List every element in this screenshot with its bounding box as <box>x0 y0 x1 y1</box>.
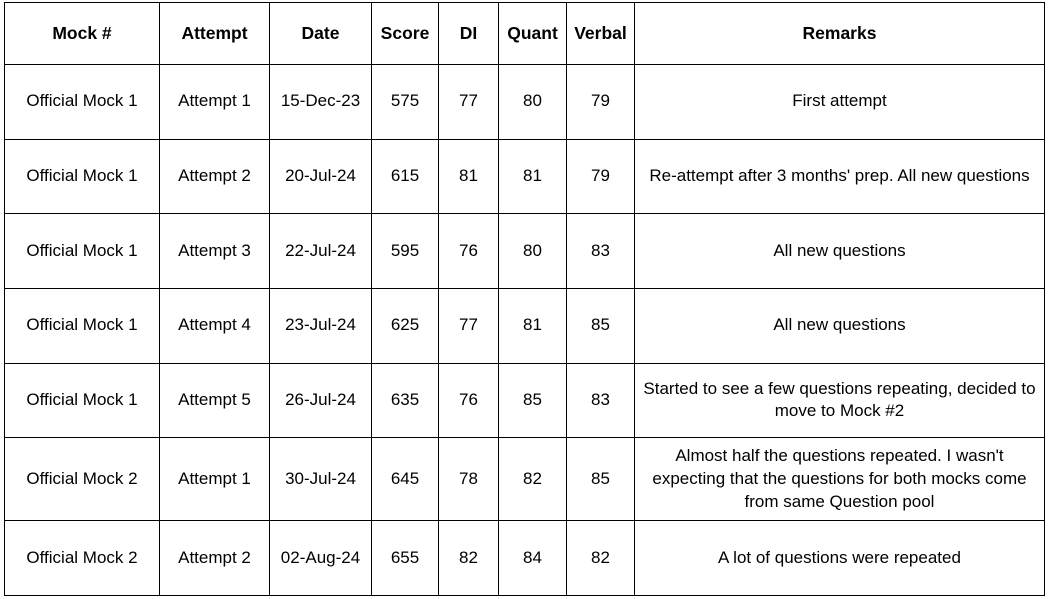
mock-scores-table <box>4 2 1045 596</box>
cell-verbal: 79 <box>567 65 635 140</box>
column-header-attempt: Attempt <box>160 3 270 65</box>
cell-attempt: Attempt 2 <box>160 139 270 214</box>
table-row <box>5 214 1045 289</box>
table-row <box>5 363 1045 438</box>
cell-quant: 81 <box>499 139 567 214</box>
cell-score: 655 <box>372 521 439 596</box>
cell-date: 22-Jul-24 <box>270 214 372 289</box>
cell-remarks: All new questions <box>635 214 1045 289</box>
cell-remarks: First attempt <box>635 65 1045 140</box>
table-row <box>5 438 1045 521</box>
cell-di: 78 <box>439 438 499 521</box>
cell-mock: Official Mock 1 <box>5 288 160 363</box>
cell-mock: Official Mock 2 <box>5 438 160 521</box>
cell-attempt: Attempt 2 <box>160 521 270 596</box>
cell-remarks: Re-attempt after 3 months' prep. All new questions <box>635 139 1045 214</box>
cell-mock: Official Mock 2 <box>5 521 160 596</box>
cell-remarks: Almost half the questions repeated. I wasn't expecting that the questions for both mocks come from same Question pool <box>635 438 1045 521</box>
cell-di: 76 <box>439 214 499 289</box>
cell-mock: Official Mock 1 <box>5 139 160 214</box>
table-row <box>5 288 1045 363</box>
column-header-date: Date <box>270 3 372 65</box>
column-header-remarks: Remarks <box>635 3 1045 65</box>
table-row <box>5 521 1045 596</box>
column-header-di: DI <box>439 3 499 65</box>
table-row <box>5 139 1045 214</box>
cell-quant: 80 <box>499 214 567 289</box>
cell-mock: Official Mock 1 <box>5 65 160 140</box>
cell-score: 615 <box>372 139 439 214</box>
cell-attempt: Attempt 1 <box>160 438 270 521</box>
cell-mock: Official Mock 1 <box>5 214 160 289</box>
cell-attempt: Attempt 1 <box>160 65 270 140</box>
cell-di: 76 <box>439 363 499 438</box>
column-header-quant: Quant <box>499 3 567 65</box>
cell-score: 635 <box>372 363 439 438</box>
cell-mock: Official Mock 1 <box>5 363 160 438</box>
cell-date: 15-Dec-23 <box>270 65 372 140</box>
column-header-score: Score <box>372 3 439 65</box>
cell-date: 30-Jul-24 <box>270 438 372 521</box>
cell-attempt: Attempt 4 <box>160 288 270 363</box>
cell-quant: 85 <box>499 363 567 438</box>
cell-di: 82 <box>439 521 499 596</box>
cell-score: 645 <box>372 438 439 521</box>
cell-di: 77 <box>439 288 499 363</box>
column-header-mock: Mock # <box>5 3 160 65</box>
cell-date: 20-Jul-24 <box>270 139 372 214</box>
cell-attempt: Attempt 5 <box>160 363 270 438</box>
cell-date: 26-Jul-24 <box>270 363 372 438</box>
cell-date: 02-Aug-24 <box>270 521 372 596</box>
cell-verbal: 85 <box>567 288 635 363</box>
table-row <box>5 65 1045 140</box>
cell-quant: 81 <box>499 288 567 363</box>
cell-verbal: 83 <box>567 363 635 438</box>
cell-di: 81 <box>439 139 499 214</box>
cell-remarks: Started to see a few questions repeating, decided to move to Mock #2 <box>635 363 1045 438</box>
cell-verbal: 83 <box>567 214 635 289</box>
cell-score: 595 <box>372 214 439 289</box>
cell-score: 575 <box>372 65 439 140</box>
table-header-row <box>5 3 1045 65</box>
cell-verbal: 82 <box>567 521 635 596</box>
cell-quant: 82 <box>499 438 567 521</box>
cell-remarks: A lot of questions were repeated <box>635 521 1045 596</box>
cell-quant: 80 <box>499 65 567 140</box>
cell-date: 23-Jul-24 <box>270 288 372 363</box>
column-header-verbal: Verbal <box>567 3 635 65</box>
cell-attempt: Attempt 3 <box>160 214 270 289</box>
cell-verbal: 79 <box>567 139 635 214</box>
cell-di: 77 <box>439 65 499 140</box>
cell-quant: 84 <box>499 521 567 596</box>
cell-remarks: All new questions <box>635 288 1045 363</box>
cell-verbal: 85 <box>567 438 635 521</box>
cell-score: 625 <box>372 288 439 363</box>
